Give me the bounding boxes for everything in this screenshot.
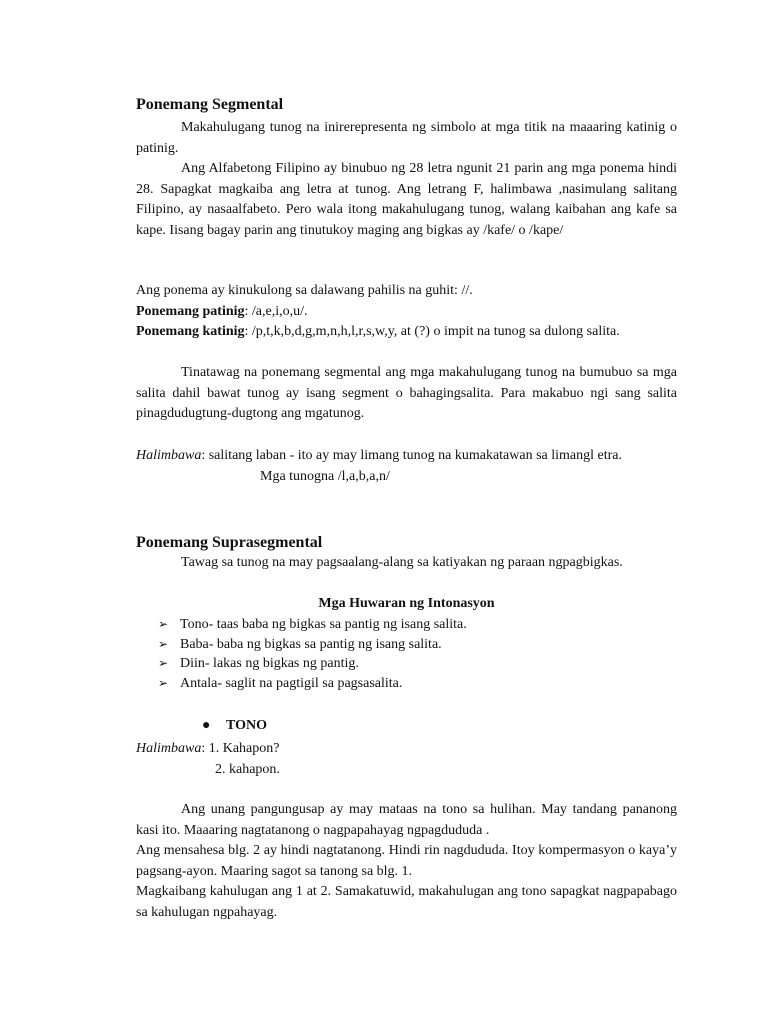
ponema-notes	[136, 281, 677, 343]
tono-example-label: Halimbawa	[136, 741, 202, 756]
round-bullet-icon: ●	[202, 718, 211, 733]
tono-example	[136, 739, 677, 780]
subtitle-intonasyon: Mga Huwaran ng Intonasyon	[318, 596, 495, 611]
katinig-line	[136, 322, 677, 343]
paragraph-definition: Makahulugang tunog na inirerepresenta ng simbolo at mga titik na maaaring katinig o patinig.	[136, 120, 677, 156]
example-text: : salitang laban - ito ay may limang tunog na kumakatawan sa limangl etra.	[201, 448, 622, 463]
example-label: Halimbawa	[136, 448, 202, 463]
tono-example-line-1: Halimbawa: 1. Kahapon?	[136, 741, 280, 756]
paragraph-magkaiba: Magkaibang kahulugan ang 1 at 2. Samakatuwid, makahulugan ang tono sapagkat nagpapabago sa kahulugan ngpahayag.	[136, 884, 677, 920]
list-item-antala: ➢ Antala- saglit na pagtigil sa pagsasalita.	[136, 674, 677, 694]
patinig-label: Ponemang patinig	[136, 303, 245, 319]
tono-heading	[136, 716, 767, 736]
example-line	[136, 446, 677, 467]
list-item-tono: ➢ Tono- taas baba ng bigkas sa pantig ng isang salita.	[136, 615, 677, 635]
arrow-bullet-icon: ➢	[158, 636, 169, 651]
katinig-label: Ponemang katinig	[136, 324, 245, 339]
paragraph-unang-pangungusap: Ang unang pangungusap ay may mataas na tono sa hulihan. May tandang pananong kasi ito. Maaaring nagtatanong o nagpapahayag ngpagdududa .	[136, 802, 677, 838]
arrow-bullet-icon: ➢	[158, 617, 169, 631]
paragraph-kinukulong: Ang ponema ay kinukulong sa dalawang pahilis na guhit: //.	[136, 283, 473, 298]
arrow-bullet-icon: ➢	[158, 656, 169, 670]
tono-explanation	[136, 800, 677, 923]
tono-example-line-2: 2. kahapon.	[215, 761, 280, 777]
section-title-suprasegmental: Ponemang Suprasegmental	[136, 534, 323, 551]
tono-label: TONO	[226, 718, 267, 733]
paragraph-tinatawag: Tinatawag na ponemang segmental ang mga makahulugang tunog na bumubuo sa mga salita dahil bawat tunog ay isang segment o bahagingsalita. Para makabuo ngi sang salita pinagdudugtung-dugtong ang mgatunog.	[136, 365, 677, 421]
arrow-bullet-icon: ➢	[158, 675, 169, 690]
katinig-value: : /p,t,k,b,d,g,m,n,h,l,r,s,w,y, at (?) o impit na tunog sa dulong salita.	[244, 324, 620, 339]
section-title-segmental: Ponemang Segmental	[136, 96, 284, 113]
list-item-diin: ➢ Diin- lakas ng bigkas ng pantig.	[136, 654, 677, 674]
suprasegmental-intro	[136, 553, 677, 574]
paragraph-alfabeto: Ang Alfabetong Filipino ay binubuo ng 28 letra ngunit 21 parin ang mga ponema hindi 28. Sapagkat magkaiba ang letra at tunog. Ang letrang F, halimbawa ,nasimulang salitang Filipino, ay nasaalfabeto. Pero wala itong makahulugang tunog, walang kaibahan ang kafe sa kape. Iisang bagay parin ang tinutukoy maging ang bigkas ay /kafe/ o /kape/	[136, 161, 677, 238]
patinig-line	[136, 302, 677, 323]
example-line-2: Mga tunogna /l,a,b,a,n/	[260, 468, 390, 484]
paragraph-mensahe: Ang mensahesa blg. 2 ay hindi nagtatanong. Hindi rin nagdududa. Itoy kompermasyon o kaya’y pagsang-ayon. Maaring sagot sa tanong sa blg. 1.	[136, 843, 677, 879]
paragraph-tawag: Tawag sa tunog na may pagsaalang-alang sa katiyakan ng paraan ngpagbigkas.	[181, 555, 623, 570]
intonasyon-list	[136, 615, 677, 693]
segmental-body	[136, 118, 677, 241]
list-item-baba: ➢ Baba- baba ng bigkas sa pantig ng isang salita.	[136, 635, 677, 655]
patinig-value: : /a,e,i,o,u/.	[244, 303, 308, 319]
segmental-example	[136, 446, 677, 487]
segmental-paragraph-block	[136, 363, 677, 425]
